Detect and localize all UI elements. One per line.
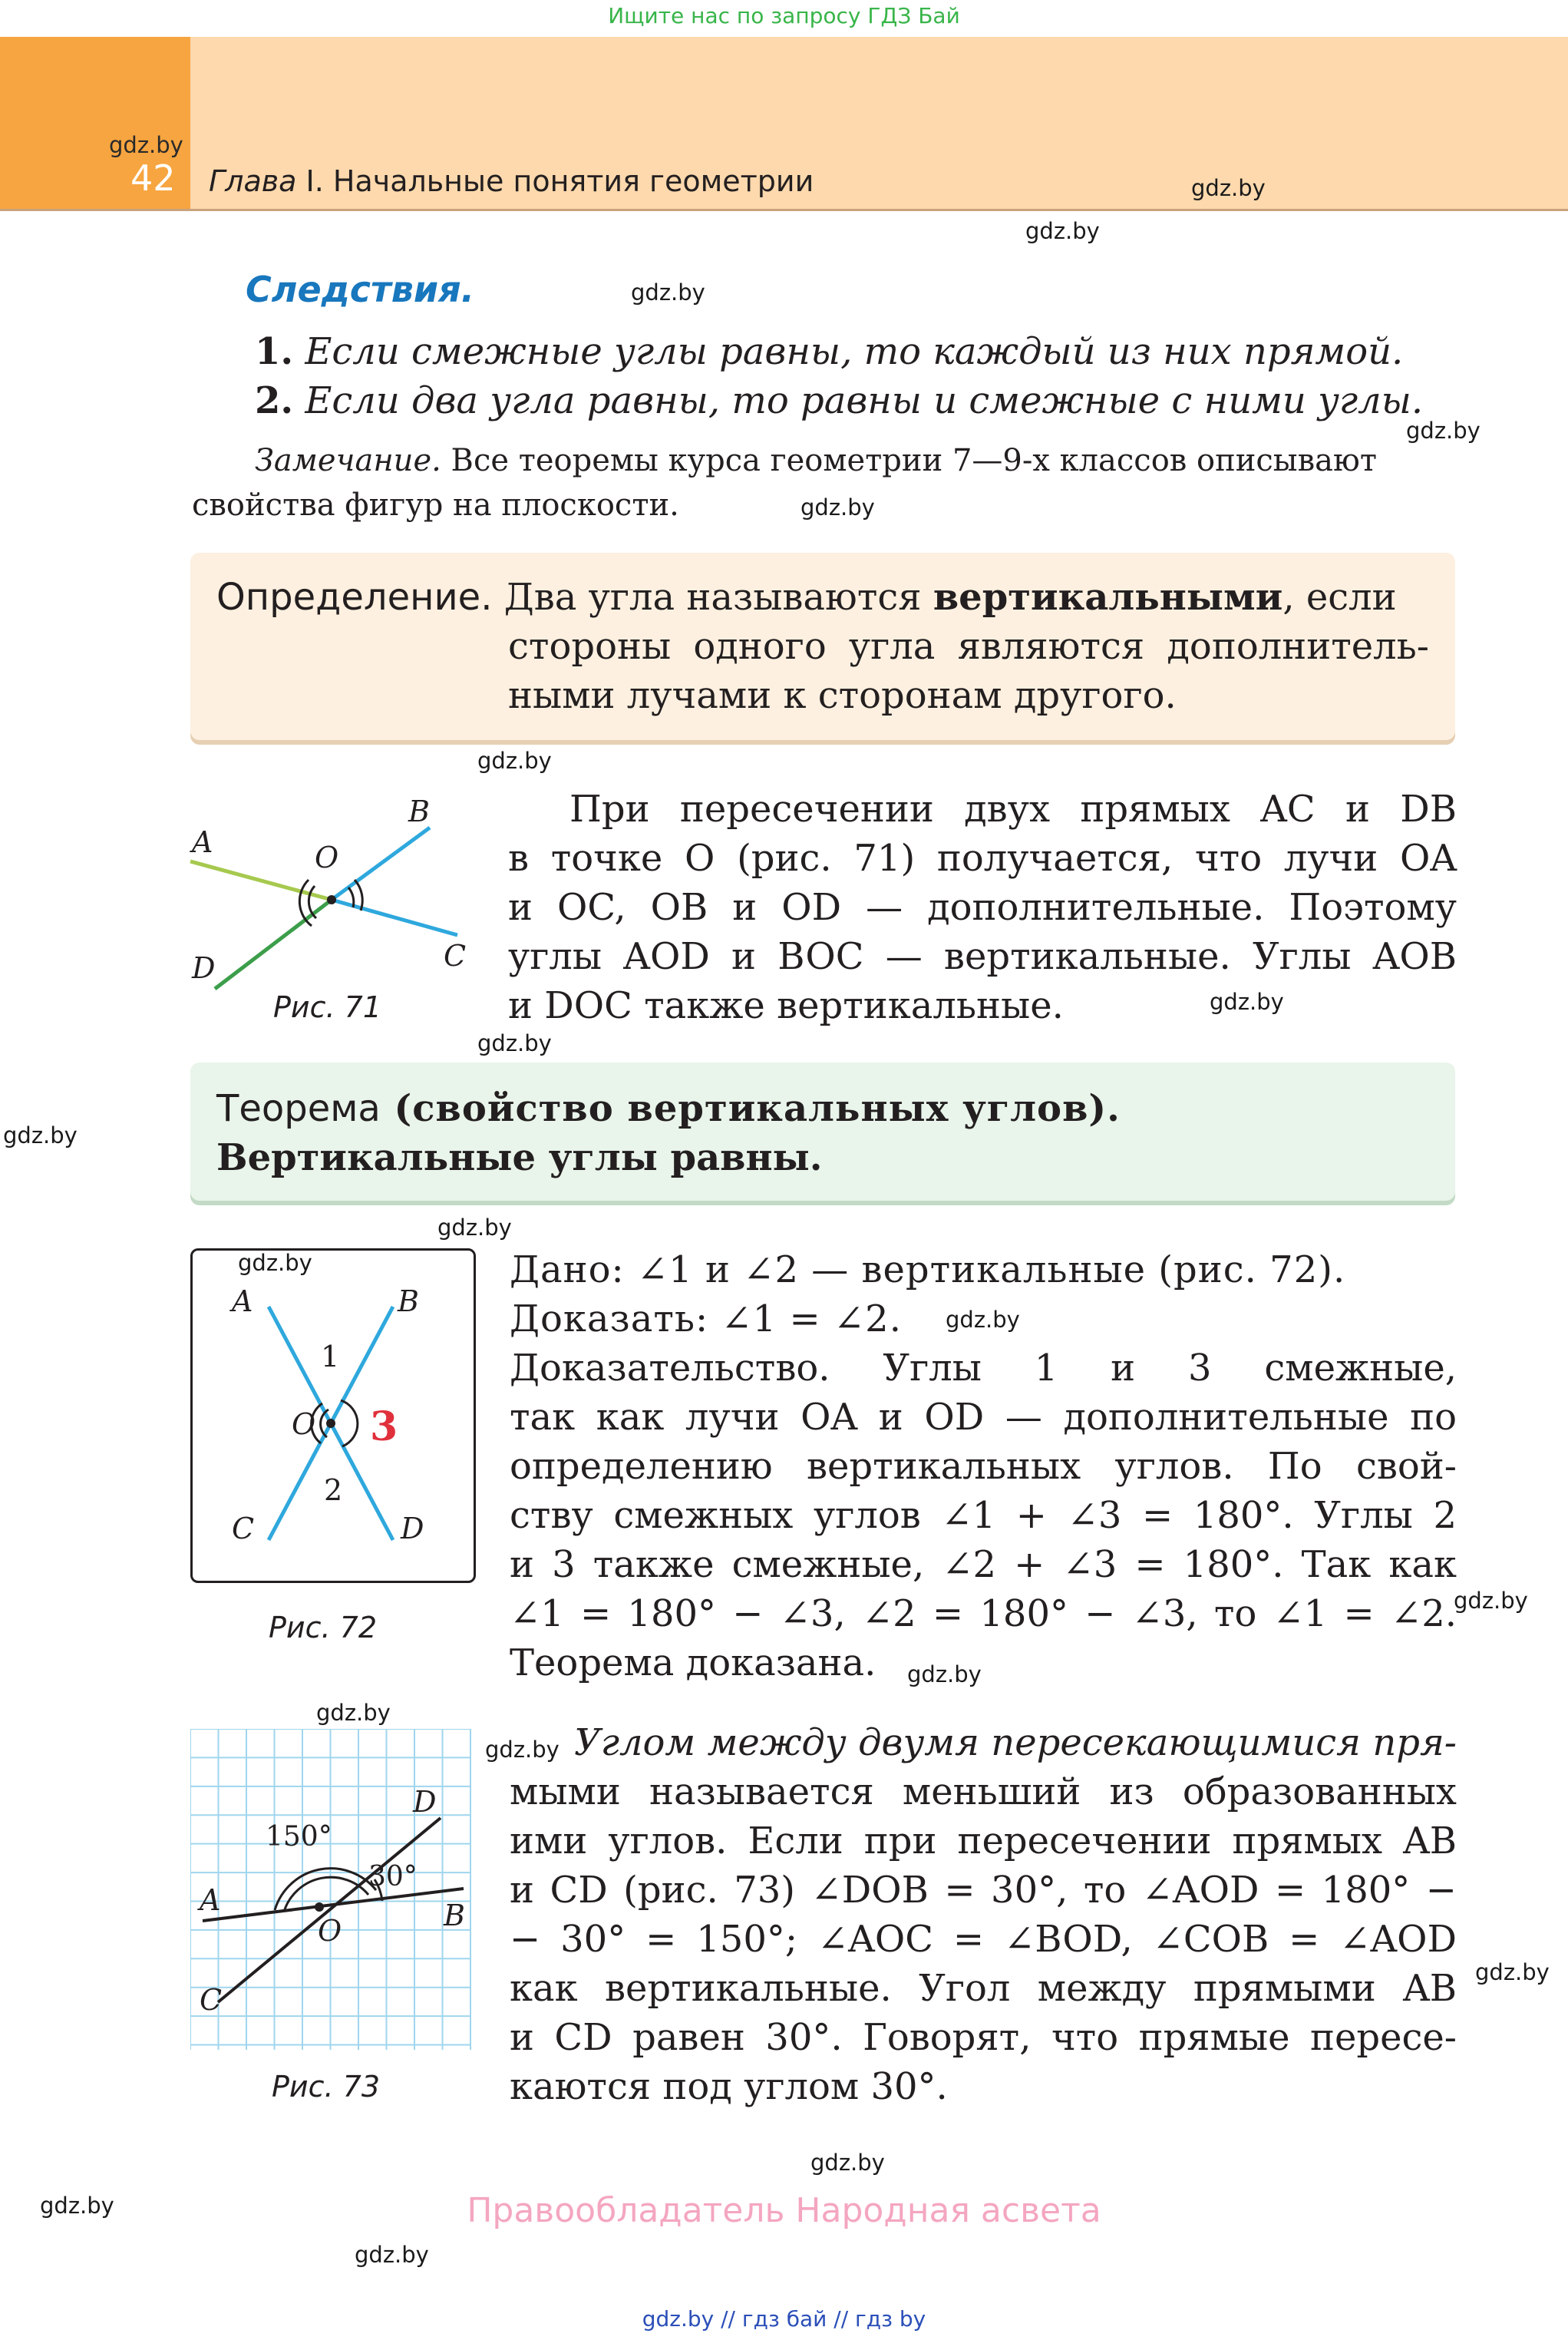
definition-term: вертикальными bbox=[933, 576, 1283, 619]
para-73-line-8: каются под углом 30°. bbox=[510, 2065, 948, 2108]
corollaries-title: Следствия. bbox=[246, 269, 475, 310]
caption-fig-71: Рис. 71 bbox=[273, 990, 382, 1024]
watermark: gdz.by bbox=[316, 1700, 391, 1726]
label-c: C bbox=[444, 939, 467, 973]
proof-line-6: ∠1 = 180° − ∠3, ∠2 = 180° − ∠3, то ∠1 = ∠2. bbox=[510, 1592, 1457, 1635]
watermark: gdz.by bbox=[801, 494, 875, 521]
para-73-line-7: и CD равен 30°. Говорят, что прямые пересе- bbox=[510, 2016, 1457, 2059]
definition-text-a: Два угла называются bbox=[492, 576, 933, 619]
label-d: D bbox=[413, 1785, 437, 1819]
watermark: gdz.by bbox=[437, 1215, 512, 1241]
para-71-line-2: в точке O (рис. 71) получается, что лучи OA bbox=[508, 837, 1457, 880]
angle-label-150: 150° bbox=[266, 1821, 332, 1852]
proof-line-7: Теорема доказана. bbox=[510, 1641, 876, 1684]
proof-line-2: так как лучи OA и OD — дополнительные по bbox=[510, 1396, 1457, 1439]
definition-label: Определение. bbox=[216, 576, 493, 619]
figure-71 bbox=[184, 775, 491, 1013]
corollary-2-text: Если два угла равны, то равны и смежные с ними углы. bbox=[305, 379, 1424, 422]
watermark: gdz.by bbox=[907, 1661, 982, 1687]
angle-arc-150-outer bbox=[275, 1869, 376, 1910]
watermark: gdz.by bbox=[477, 748, 552, 774]
para-71-line-5: и DOC также вертикальные. bbox=[508, 984, 1064, 1027]
para-73-line-5: − 30° = 150°; ∠AOC = ∠BOD, ∠COB = ∠AOD bbox=[510, 1918, 1457, 1961]
header-rule bbox=[0, 209, 1568, 211]
footer-links[interactable]: gdz.by // гдз бай // гдз by bbox=[642, 2306, 926, 2332]
para-73-line-4: и CD (рис. 73) ∠DOB = 30°, то ∠AOD = 180° − bbox=[510, 1869, 1457, 1912]
grid bbox=[190, 1729, 470, 2050]
proof-line-3: определению вертикальных углов. По свой- bbox=[510, 1445, 1457, 1488]
figure-72 bbox=[192, 1250, 473, 1580]
angle-number-3: 3 bbox=[370, 1403, 398, 1450]
label-b: B bbox=[398, 1284, 419, 1318]
angle-number-1: 1 bbox=[321, 1340, 340, 1373]
line-od bbox=[215, 900, 332, 989]
definition-text-b: , если bbox=[1282, 576, 1397, 619]
point-o bbox=[327, 895, 336, 904]
definition-line-3: ными лучами к сторонам другого. bbox=[508, 674, 1177, 717]
definition-line-2: стороны одного угла являются дополнитель- bbox=[508, 625, 1429, 668]
point-o bbox=[326, 1419, 335, 1428]
para-73-line-2: мыми называется меньший из образованных bbox=[510, 1770, 1457, 1813]
label-o: O bbox=[315, 841, 339, 874]
caption-fig-72: Рис. 72 bbox=[269, 1611, 378, 1644]
watermark: gdz.by bbox=[238, 1250, 312, 1276]
watermark: gdz.by bbox=[810, 2150, 885, 2176]
angle-label-30: 30° bbox=[368, 1861, 418, 1892]
line-oc bbox=[332, 900, 457, 935]
proof-line-1: Доказательство. Углы 1 и 3 смежные, bbox=[510, 1347, 1457, 1390]
watermark: gdz.by bbox=[40, 2193, 114, 2219]
corollary-1 bbox=[255, 327, 1403, 376]
label-a: A bbox=[192, 825, 213, 859]
para-71-line-4: углы AOD и BOC — вертикальные. Углы AOB bbox=[508, 935, 1457, 978]
remark-label: Замечание. bbox=[255, 443, 441, 478]
watermark: gdz.by bbox=[109, 132, 183, 158]
para-71-line-1: При пересечении двух прямых AC и DB bbox=[569, 788, 1457, 831]
proof-prove: Доказать: ∠1 = ∠2. bbox=[510, 1297, 902, 1340]
remark-line-1 bbox=[255, 439, 1377, 482]
label-b: B bbox=[408, 795, 430, 828]
angle-number-2: 2 bbox=[324, 1473, 343, 1507]
proof-line-4: ству смежных углов ∠1 + ∠3 = 180°. Углы 2 bbox=[510, 1494, 1457, 1537]
remark-line-2: свойства фигур на плоскости. bbox=[192, 488, 679, 523]
page-number: 42 bbox=[130, 157, 176, 199]
para-73-line-3: ими углов. Если при пересечении прямых AB bbox=[510, 1819, 1457, 1862]
label-o: O bbox=[292, 1407, 316, 1441]
watermark: gdz.by bbox=[485, 1737, 560, 1763]
label-d: D bbox=[192, 951, 216, 985]
watermark: gdz.by bbox=[3, 1122, 78, 1149]
watermark: gdz.by bbox=[1475, 1959, 1550, 1985]
para-71-line-3: и OC, OB и OD — дополнительные. Поэтому bbox=[508, 886, 1457, 929]
label-c: C bbox=[232, 1512, 255, 1545]
chapter-word: Глава bbox=[209, 164, 297, 198]
proof-given: Дано: ∠1 и ∠2 — вертикальные (рис. 72). bbox=[510, 1248, 1346, 1291]
theorem-title bbox=[216, 1084, 1121, 1133]
watermark: gdz.by bbox=[1025, 218, 1100, 244]
label-o: O bbox=[318, 1914, 342, 1948]
chapter-title bbox=[209, 164, 814, 198]
label-b: B bbox=[444, 1899, 465, 1932]
para-73-line-1: Углом между двумя пересекающимися пря- bbox=[574, 1721, 1457, 1764]
watermark: gdz.by bbox=[1454, 1588, 1528, 1614]
label-d: D bbox=[401, 1512, 424, 1545]
corollary-1-text: Если смежные углы равны, то каждый из них прямой. bbox=[305, 330, 1404, 373]
label-a: A bbox=[200, 1883, 221, 1917]
remark-text: Все теоремы курса геометрии 7—9-х классов описывают bbox=[441, 443, 1377, 478]
corollary-1-number: 1. bbox=[255, 330, 294, 373]
chapter-name: I. Начальные понятия геометрии bbox=[296, 164, 814, 198]
label-a: A bbox=[232, 1284, 253, 1318]
corollary-2 bbox=[255, 376, 1423, 425]
top-banner[interactable]: Ищите нас по запросу ГДЗ Бай bbox=[608, 3, 960, 28]
theorem-name: (свойство вертикальных углов). bbox=[380, 1087, 1121, 1130]
angle-arc-3-right bbox=[341, 1400, 358, 1446]
theorem-label: Теорема bbox=[216, 1087, 381, 1130]
rights-holder: Правообладатель Народная асвета bbox=[467, 2191, 1101, 2230]
point-o bbox=[315, 1902, 324, 1912]
watermark: gdz.by bbox=[1406, 418, 1481, 444]
label-c: C bbox=[200, 1983, 223, 2017]
corollary-2-number: 2. bbox=[255, 379, 294, 422]
watermark: gdz.by bbox=[1191, 175, 1266, 201]
para-73-line-6: как вертикальные. Угол между прямыми AB bbox=[510, 1967, 1457, 2010]
theorem-statement: Вертикальные углы равны. bbox=[216, 1136, 823, 1179]
watermark: gdz.by bbox=[355, 2242, 429, 2268]
line-ob bbox=[332, 828, 430, 900]
figure-73 bbox=[190, 1729, 474, 2051]
watermark: gdz.by bbox=[631, 279, 705, 306]
watermark: gdz.by bbox=[1210, 989, 1284, 1015]
proof-line-5: и 3 также смежные, ∠2 + ∠3 = 180°. Так как bbox=[510, 1543, 1457, 1586]
definition-line-1 bbox=[216, 573, 1397, 622]
watermark: gdz.by bbox=[477, 1030, 552, 1056]
caption-fig-73: Рис. 73 bbox=[272, 2070, 381, 2104]
watermark: gdz.by bbox=[946, 1307, 1020, 1333]
